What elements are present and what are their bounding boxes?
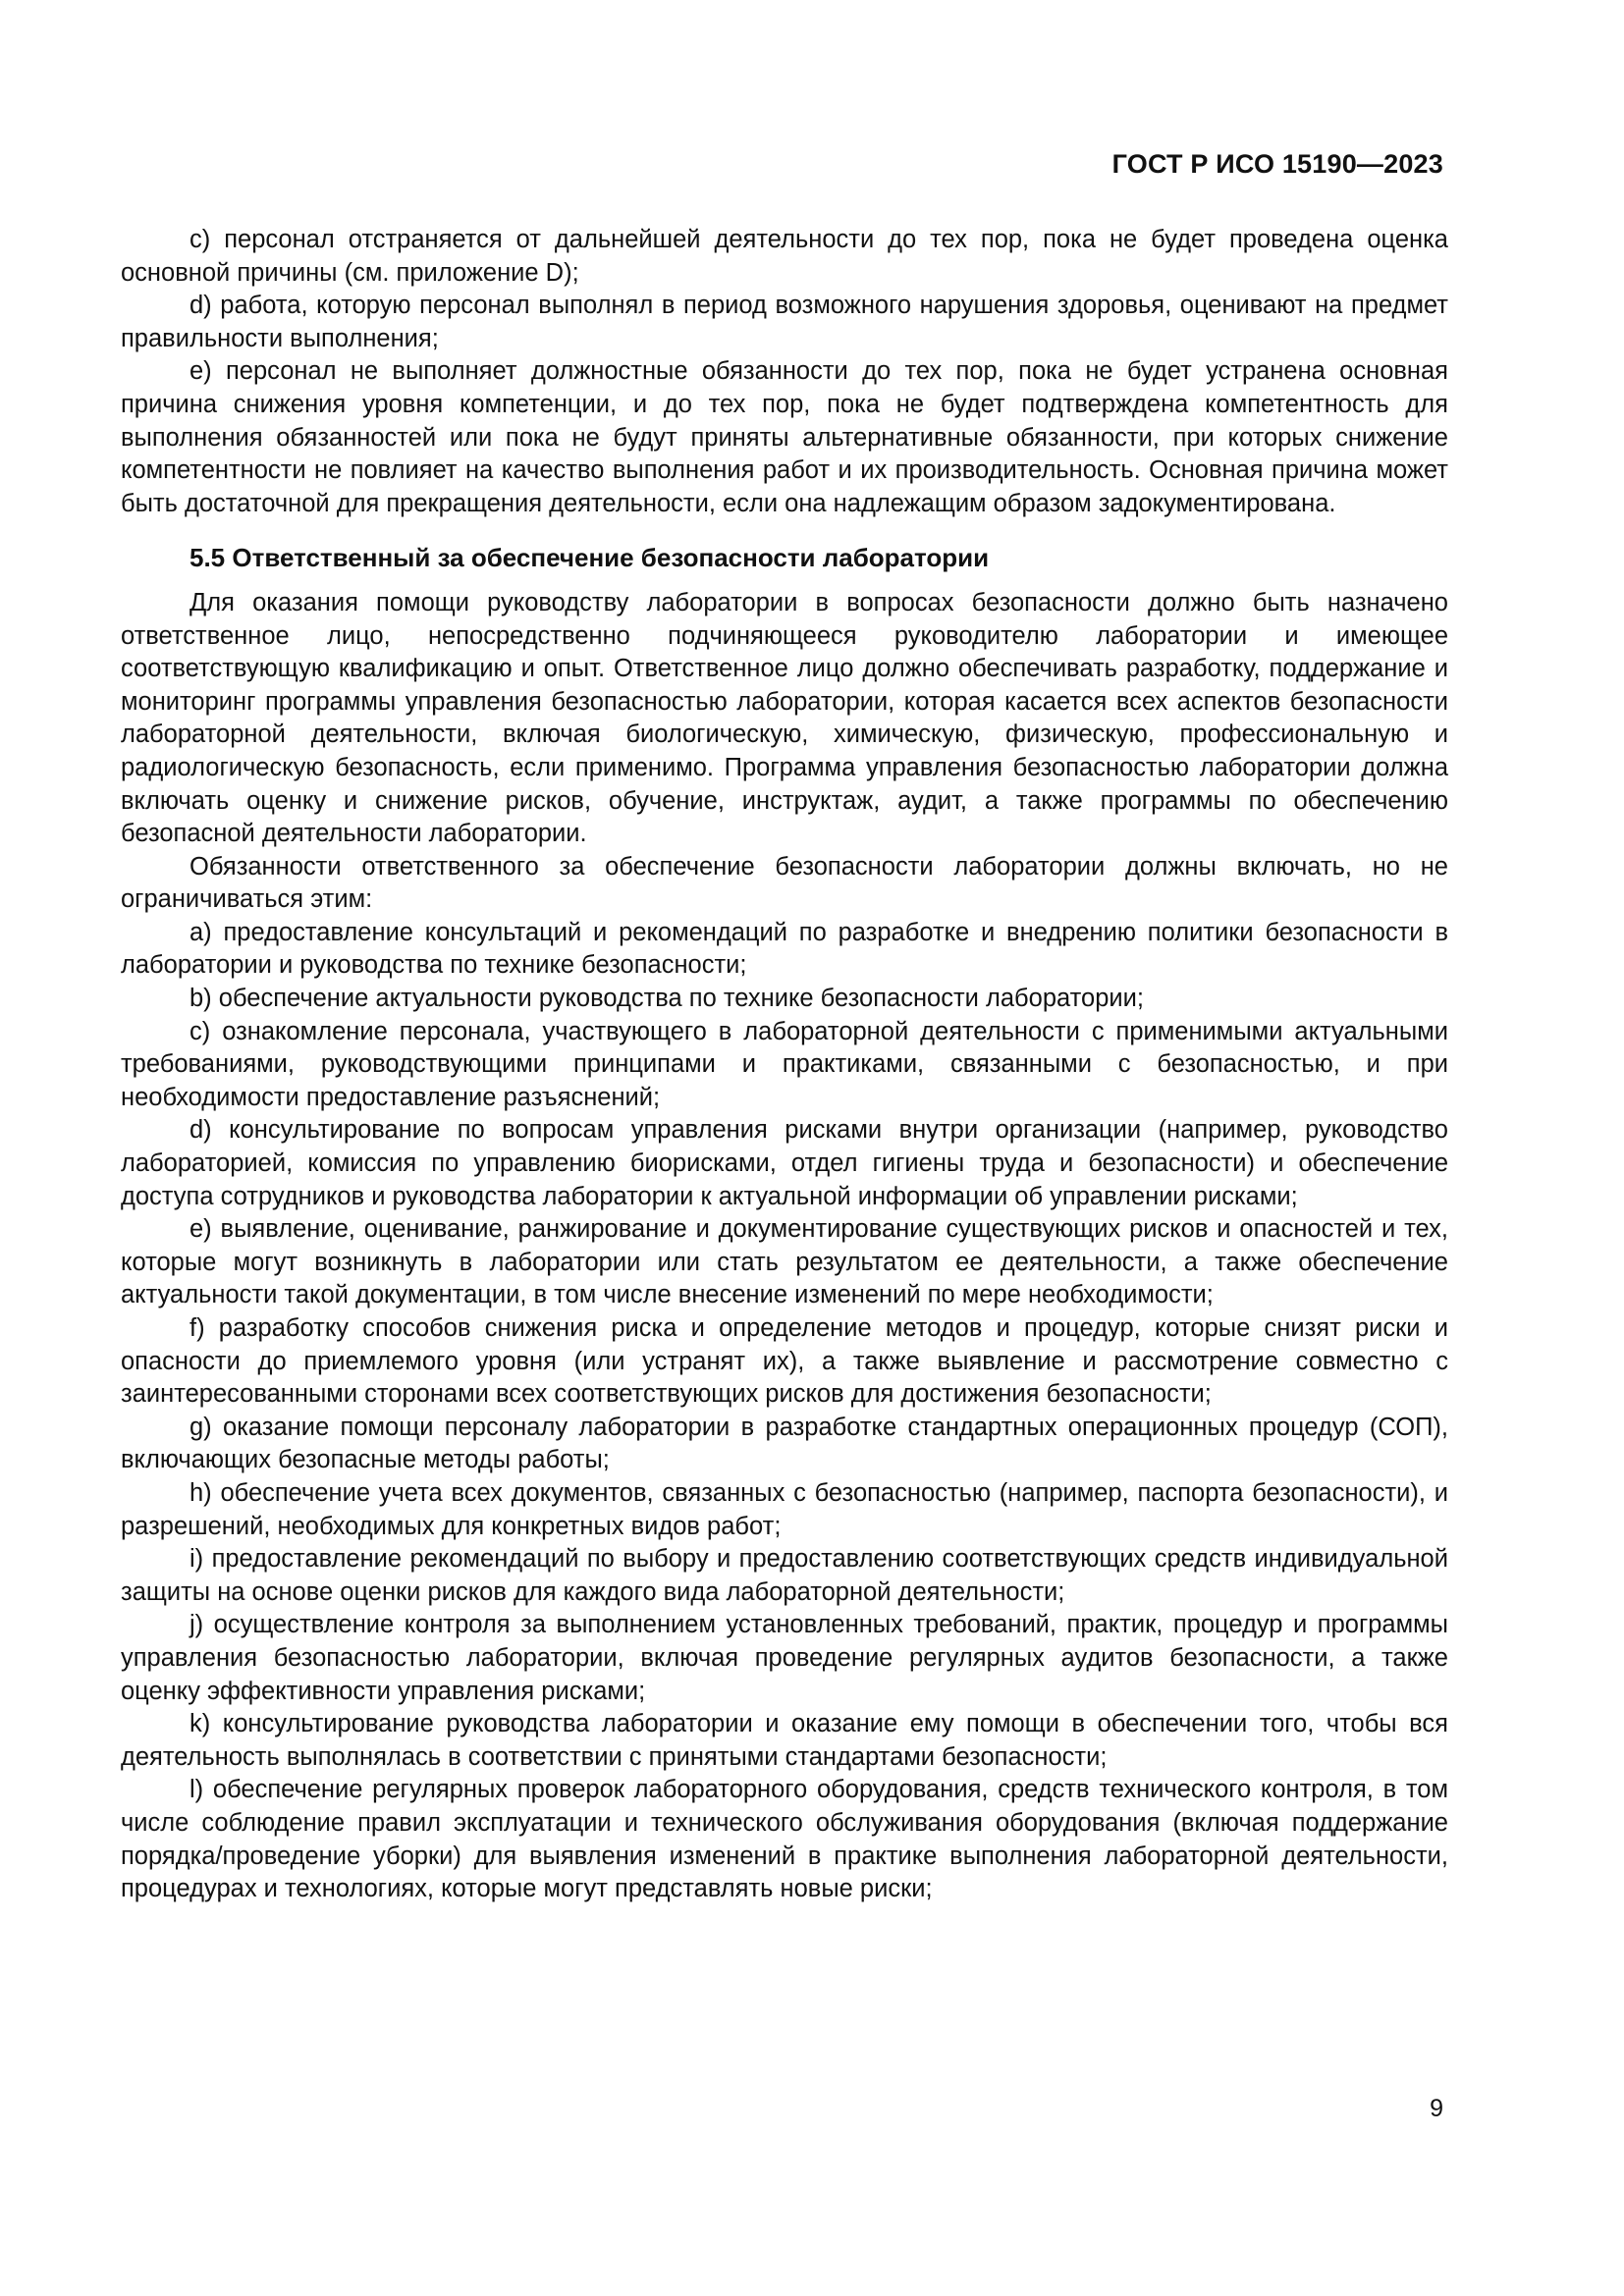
list-item-e-continued: e) персонал не выполняет должностные обязанности до тех пор, пока не будет устранена основная причина снижения уровня компетенции, и до тех пор, пока не будет подтверждена компетентность для выполнения обязанностей или пока не будут приняты альтернативные обязанности, при которых снижение компетентности не повлияет на качество выполнения работ и их производительность. Основная причина может быть достаточной для прекращения деятельности, если она надлежащим образом задокументирована. <box>121 357 1448 517</box>
page-number: 9 <box>1430 2095 1443 2122</box>
duty-item-e: e) выявление, оценивание, ранжирование и документирование существующих рисков и опасностей и тех, которые могут возникнуть в лаборатории или стать результатом ее деятельности, а также обеспечение актуальности такой документации, в том числе внесение изменений по мере необходимости; <box>121 1215 1448 1309</box>
duty-item-a: a) предоставление консультаций и рекомендаций по разработке и внедрению политики безопасности в лаборатории и руководства по технике безопасности; <box>121 918 1448 980</box>
document-header-standard-id: ГОСТ Р ИСО 15190—2023 <box>1111 149 1443 179</box>
duty-item-c: c) ознакомление персонала, участвующего в лабораторной деятельности с применимыми актуальными требованиями, руководствующими принципами и практиками, связанными с безопасностью, и при необходимости предоставление разъяснений; <box>121 1017 1448 1111</box>
page-content <box>121 224 1448 1906</box>
duty-item-g: g) оказание помощи персоналу лаборатории в разработке стандартных операционных процедур (СОП), включающих безопасные методы работы; <box>121 1413 1448 1474</box>
intro-paragraph: Для оказания помощи руководству лаборатории в вопросах безопасности должно быть назначено ответственное лицо, непосредственно подчиняющееся руководителю лаборатории и имеющее соответствующую квалификацию и опыт. Ответственное лицо должно обеспечивать разработку, поддержание и мониторинг программы управления безопасностью лаборатории, которая касается всех аспектов безопасности лабораторной деятельности, включая биологическую, химическую, физическую, профессиональную и радиологическую безопасность, если применимо. Программа управления безопасностью лаборатории должна включать оценку и снижение рисков, обучение, инструктаж, аудит, а также программы по обеспечению безопасной деятельности лаборатории. <box>121 588 1448 848</box>
duty-item-l: l) обеспечение регулярных проверок лабораторного оборудования, средств технического контроля, в том числе соблюдение правил эксплуатации и технического обслуживания оборудования (включая поддержание порядка/проведение уборки) для выявления изменений в практике выполнения лабораторной деятельности, процедурах и технологиях, которые могут представлять новые риски; <box>121 1776 1448 1903</box>
duty-item-k: k) консультирование руководства лаборатории и оказание ему помощи в обеспечении того, чтобы вся деятельность выполнялась в соответствии с принятыми стандартами безопасности; <box>121 1710 1448 1771</box>
list-item-c-continued: c) персонал отстраняется от дальнейшей деятельности до тех пор, пока не будет проведена оценка основной причины (см. приложение D); <box>121 226 1448 287</box>
list-item-d-continued: d) работа, которую персонал выполнял в период возможного нарушения здоровья, оценивают на предмет правильности выполнения; <box>121 292 1448 352</box>
duty-item-i: i) предоставление рекомендаций по выбору и предоставлению соответствующих средств индивидуальной защиты на основе оценки рисков для каждого вида лабораторной деятельности; <box>121 1545 1448 1606</box>
duty-item-d: d) консультирование по вопросам управления рисками внутри организации (например, руководство лабораторией, комиссия по управлению биорисками, отдел гигиены труда и безопасности) и обеспечение доступа сотрудников и руководства лаборатории к актуальной информации об управлении рисками; <box>121 1116 1448 1210</box>
duty-item-h: h) обеспечение учета всех документов, связанных с безопасностью (например, паспорта безопасности), и разрешений, необходимых для конкретных видов работ; <box>121 1478 1448 1540</box>
section-heading-5-5: 5.5 Ответственный за обеспечение безопасности лаборатории <box>189 543 990 573</box>
duty-item-b: b) обеспечение актуальности руководства по технике безопасности лаборатории; <box>189 985 1144 1013</box>
duty-item-j: j) осуществление контроля за выполнением установленных требований, практик, процедур и программы управления безопасностью лаборатории, включая проведение регулярных аудитов безопасности, а также оценку эффективности управления рисками; <box>121 1611 1448 1705</box>
duty-item-f: f) разработку способов снижения риска и определение методов и процедур, которые снизят риски и опасности до приемлемого уровня (или устранят их), а также выявление и рассмотрение совместно с заинтересованными сторонами всех соответствующих рисков для достижения безопасности; <box>121 1314 1448 1409</box>
duties-lead-paragraph: Обязанности ответственного за обеспечение безопасности лаборатории должны включать, но не ограничиваться этим: <box>121 852 1448 914</box>
